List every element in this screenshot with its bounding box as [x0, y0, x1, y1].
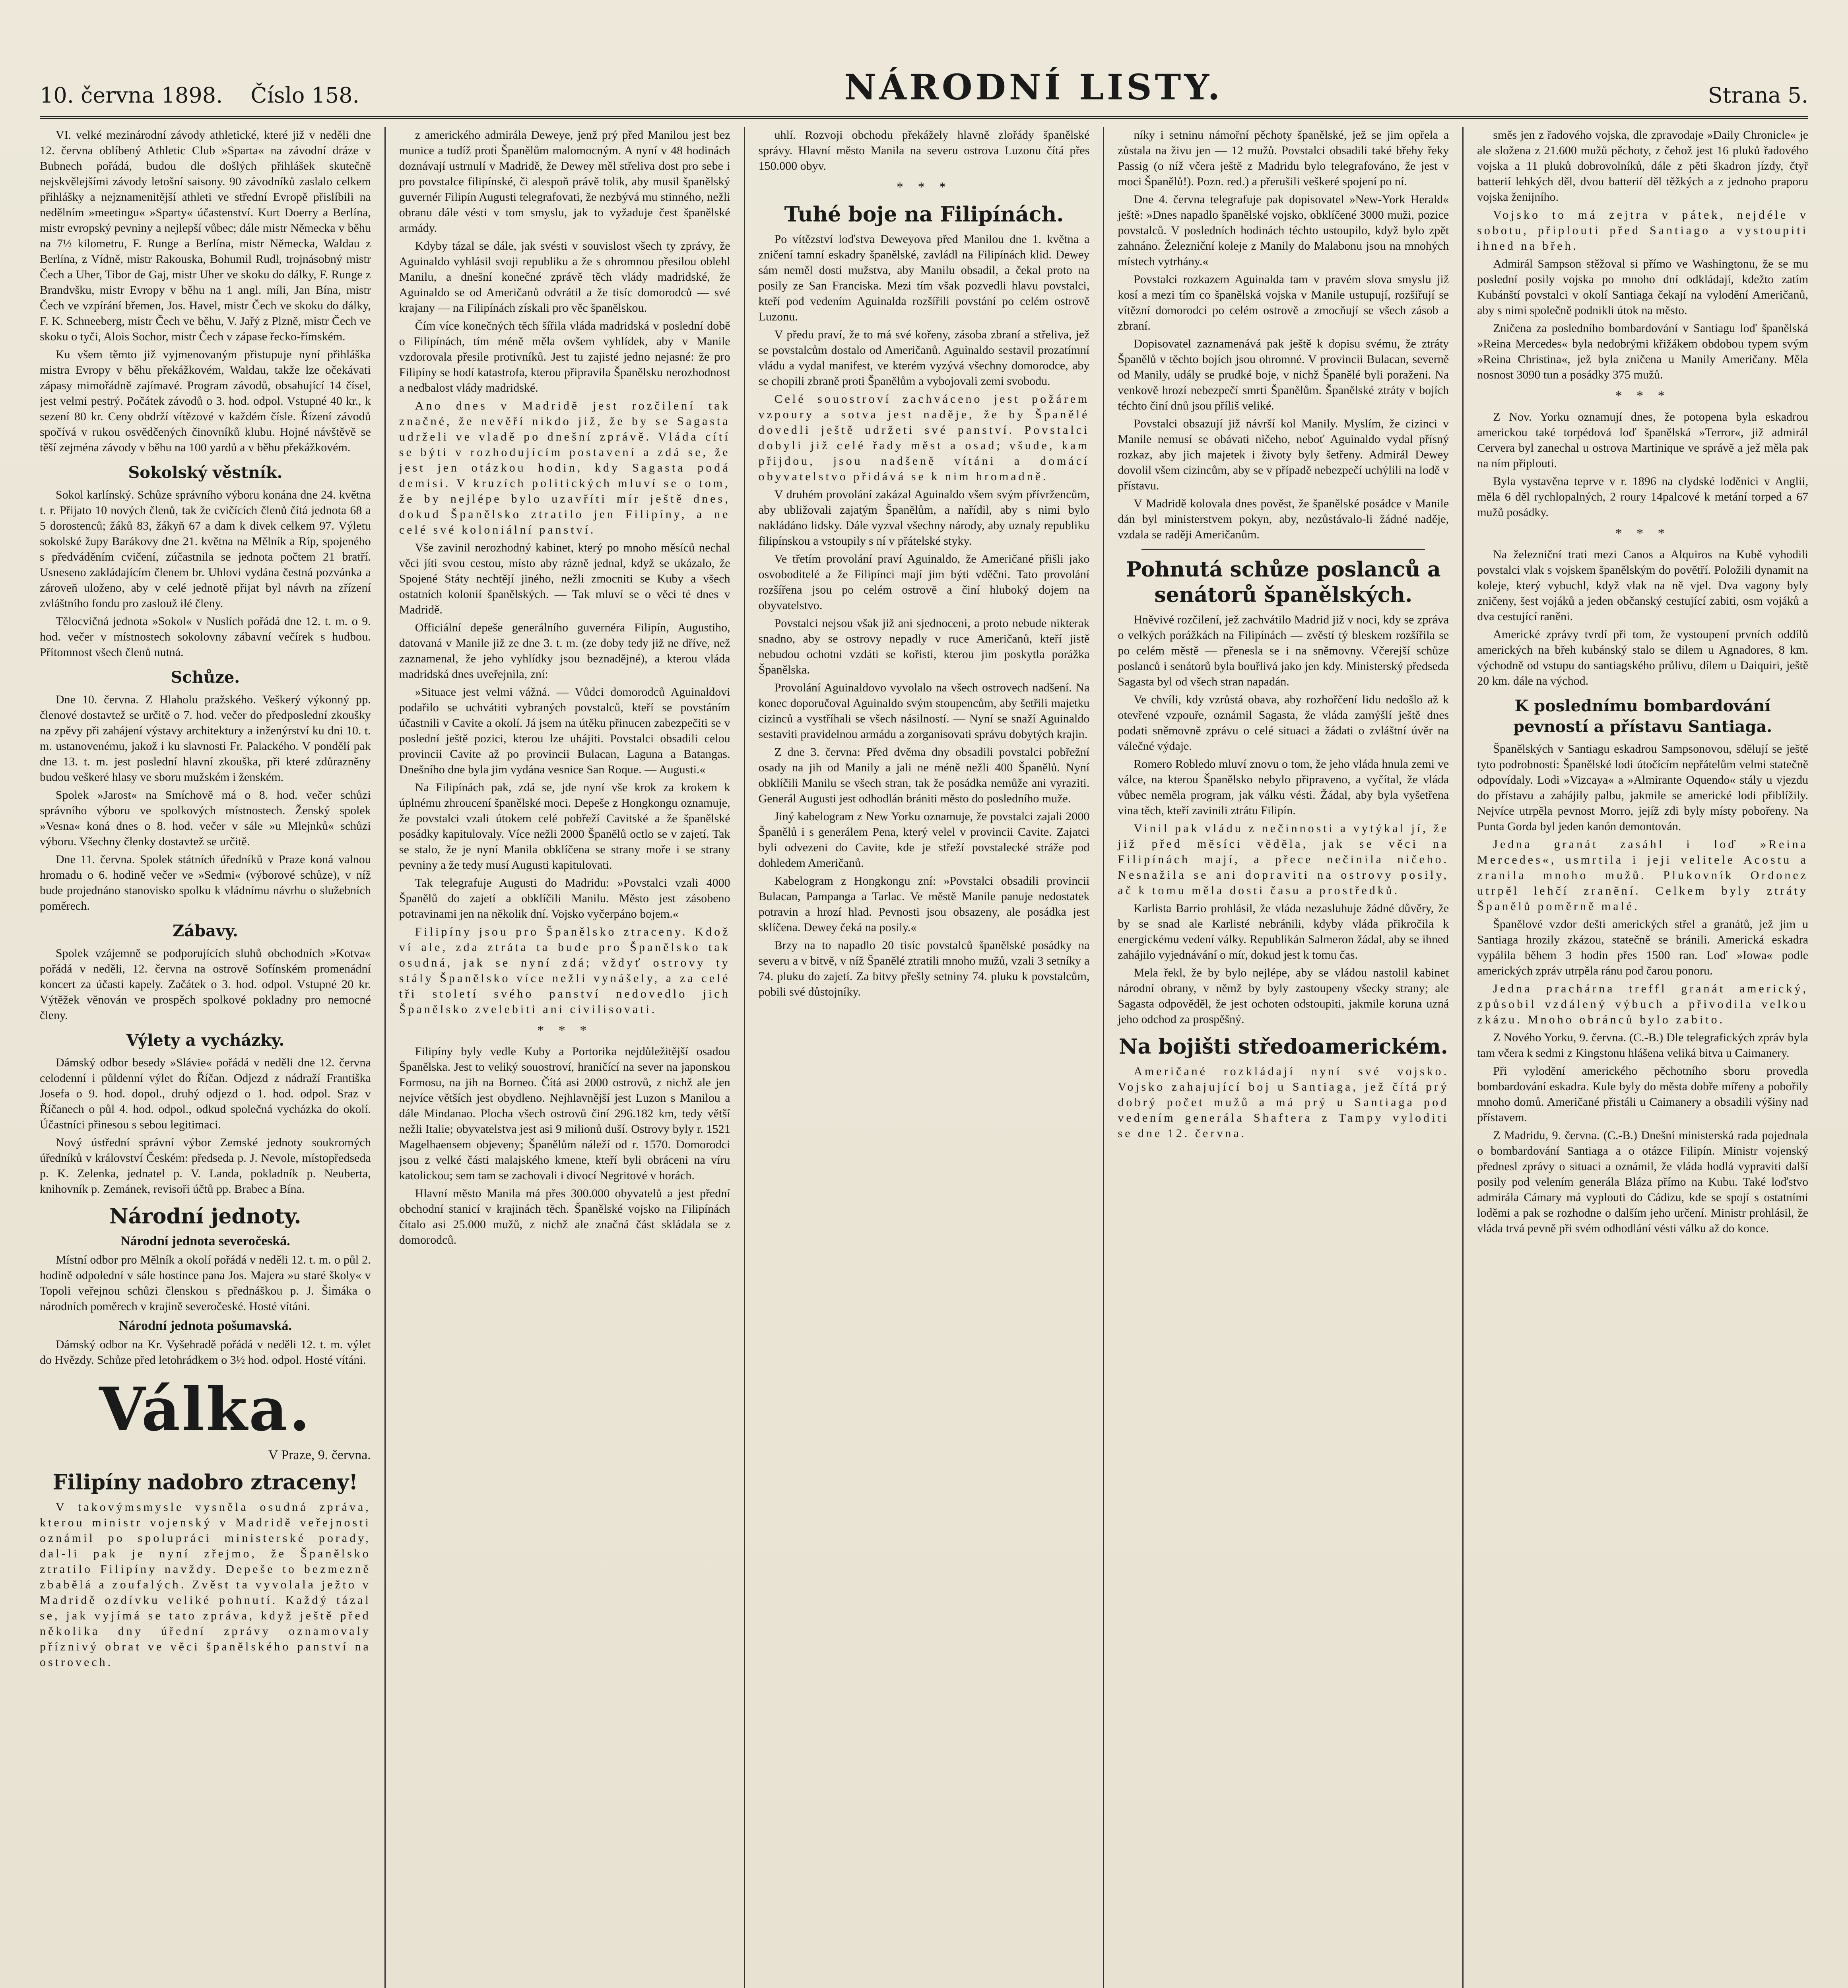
article-paragraph: Kdyby tázal se dále, jak svésti v souvislost všech ty zprávy, že Aguinaldo vyhlásil svoji republiku a že s ohromnou přesilou oblehl Manilu, a dnešní konečné zprávě těch vlády madridské, že Aguinaldo se od Američanů odvrátil a že tisíc domorodců — své krajany — na Filipínách získali pro věc španělskou.: [399, 239, 730, 315]
article-paragraph: Z dne 3. června: Před dvěma dny obsadili povstalci pobřežní osady na jih od Manily a jali ne méně nežli 400 Španělů. Nyní obklíčili Manilu se všech stran, tak že posádka nemůže ani vyraziti. Generál Augusti jest odhodlán brániti město do posledního muže.: [758, 746, 1090, 805]
article-paragraph: Z Nov. Yorku oznamují dnes, že potopena byla eskadrou americkou také torpédová loď španělská »Terror«, již admirál Cervera byl zanechal u ostrova Martinique ve správě a jež měla pak na ním připlouti.: [1477, 410, 1808, 470]
article-paragraph: »Situace jest velmi vážná. — Vůdci domorodců Aguinaldovi podařilo se uchvátiti vybraných povstalců, kteří se povstáním účastnili v Cavite a okolí. Já jsem na útěku přinucen zabezpečiti se v poslední ještě pozici, kterou lze uhájiti. Povstalci obsadili celou provincii Cavite až po provincii Bulacan, Laguna a Batangas. Dnešního dne byla jim vydána vesnice San Roque. — Augusti.«: [399, 685, 730, 776]
separator-stars: * * *: [1615, 526, 1670, 541]
separator-stars: * * *: [896, 180, 951, 194]
columns: [40, 127, 1808, 1988]
article-paragraph: uhlí. Rozvoji obchodu překážely hlavně zlořády španělské správy. Hlavní město Manila na severu ostrova Luzonu čítá přes 150.000 obyv.: [758, 128, 1090, 173]
article-paragraph: Při vylodění amerického pěchotního sboru provedla bombardování eskadra. Kule byly do města dobře mířeny a pobořily mnoho domů. Američané přistáli u Caimanery a obsadili výšiny nad přístavem.: [1477, 1064, 1808, 1124]
article-paragraph: Na Filipínách pak, zdá se, jde nyní vše krok za krokem k úplnému zhroucení španělské moci. Depeše z Hongkongu oznamuje, že povstalci vzali útokem celé pobřeží Cavitské a že španělské posádky kapitulovaly. Více nežli 2000 Španělů octlo se v zajetí. Tak se stalo, že je nyní Manila obklíčena se strany moře i se strany pevniny a že tedy musí Augusti kapitulovati.: [399, 781, 730, 872]
section-heading-zabavy: Zábavy.: [172, 922, 238, 940]
article-paragraph: Španělských v Santiagu eskadrou Sampsonovou, sdělují se ještě tyto podrobnosti: Španělské lodi útočícím nepřátelům velmi statečně odpovídaly. Lodi »Vizcaya« a »Almirante Oquendo« stály u vjezdu do přístavu a zahájily palbu, jakmile se americké lodi přiblížily. Nejvíce utrpěla pevnost Morro, jejíž zdi byly místy pobořeny. Na Punta Gorda byl jeden kanón demontován.: [1477, 742, 1808, 833]
article-paragraph: Čím více konečných těch šířila vláda madridská v poslední době o Filipínách, tím méně měla ovšem vyhlídek, aby v Manile vzdorovala přesile protivníků. Jest tu zajisté jedno nejasné: že pro Filipíny se hodí katastrofa, kterou připravila Španělsku nerozhodnost a nedbalost vlády madridské.: [399, 319, 730, 394]
newspaper-title: NÁRODNÍ LISTY.: [844, 66, 1223, 108]
article-paragraph: Romero Robledo mluví znovu o tom, že jeho vláda hnula zemi ve válce, na kterou Španělsko nebylo připraveno, a vyčítal, že vláda vůbec neměla program, jak válku vésti. Žádal, aby byla vyšetřena vina těch, kteří zavinili ztrátu Filipín.: [1118, 757, 1449, 817]
dateline: V Praze, 9. června.: [268, 1448, 371, 1462]
article-paragraph: V druhém provolání zakázal Aguinaldo všem svým přívržencům, aby ubližovali zajatým Španělům, a nařídil, aby s nimi bylo nakládáno lidsky. Dále vyzval všechny národy, aby uznaly republiku filipínskou a vstoupily s ní v přátelské styky.: [758, 488, 1090, 547]
article-paragraph: Americké zprávy tvrdí při tom, že vystoupení prvních oddílů amerických na břeh kubánský stalo se dilem u Agnadores, 8 km. východně od vstupu do santiagského průlivu, dílem u Daiquiri, ještě 20 km. dále na východ.: [1477, 628, 1808, 687]
article-paragraph: Španělové vzdor dešti amerických střel a granátů, jež jim u Santiaga hrozily zkázou, statečně se bránili. Americká eskadra vypálila během 3 hodin přes 1500 ran. Loď »Iowa« podle amerických zpráv utrpěla ránu pod čarou ponoru.: [1477, 918, 1808, 977]
article-paragraph: Spolek vzájemně se podporujících sluhů obchodních »Kotva« pořádá v neděli, 12. června na ostrově Sofínském promenádní koncert za účasti kapely. Začátek o 3. hod. odpol. Vstupné 20 kr. Výtěžek věnován ve prospěch spolkové pokladny pro nemocné členy.: [40, 947, 371, 1022]
article-paragraph: Hněvivé rozčilení, jež zachvátilo Madrid již v noci, kdy se zpráva o velkých porážkách na Filipínách — zvěstí tý bleskem rozšířila se po celém městě — přenesla se i na sněmovny. Včerejší schůze poslanců i senátorů byla bouřlivá jako jen kdy. Ministerský předseda Sagasta byl od všech stran napadán.: [1118, 613, 1449, 688]
article-paragraph: VI. velké mezinárodní závody athletické, které již v neděli dne 12. června oblíbený Athletic Club »Sparta« na závodní dráze v Bubnech pořádá, budou dle došlých přihlášek skutečně nejskvělejšími závody letošní saisony. 90 závodníků zaslalo celkem přihlášky a nejznamenitější athleti ve střední Evropě přislíbili na nedělním »meetingu« »Sparty« účastenství. Kurt Doerry a Berlína, mistr evropský pevniny a nejlepší vůbec; dále mistr Německa v běhu na 7½ kilometru, F. Runge a Berlína, mistr Německa, Waldau z Berlína, z Vídně, mistr Rakouska, Bohumil Rudl, trojnásobný mistr Čech a Uher, Tibor de Gaj, mistr Uher ve skoku do dálky, F. Runge z Brandvšku, mistr Evropy v běhu na 1 angl. míli, Jan Bína, mistr Čech ve vzpírání břemen, Jos. Havel, mistr Čech ve skoku do dálky, F. K. Schneeberg, mistr Čech ve běhu, V. Jařý z Plzně, mistr Čech ve skoku o tyči, Alois Sochor, mistr Čech v zápase řecko-římském.: [40, 128, 371, 343]
article-paragraph: Brzy na to napadlo 20 tisíc povstalců španělské posádky na severu a v bitvě, v níž Španělé ztratili mnoho mužů, vzali 3 setníky a 74. pluku do zajetí. Za bitvy přešly setniny 74. pluku k povstalcům, pobili své důstojníky.: [758, 939, 1090, 998]
article-paragraph: Kabelogram z Hongkongu zní: »Povstalci obsadili provincii Bulacan, Pampanga a Tarlac. Ve městě Manile panuje nedostatek potravin a hrozí hlad. Pevnosti jsou obsazeny, ale posádka jest sklíčena. Dewey čeká na posily.«: [758, 874, 1090, 934]
article-paragraph: Američané rozkládají nyní své vojsko. Vojsko zahajující boj u Santiaga, jež čítá prý dobrý počet mužů a má prý u Santiaga pod vedením generála Shaftera z Tampy vyloditi se dne 12. června.: [1118, 1065, 1449, 1140]
article-paragraph: níky i setninu námořní pěchoty španělské, jež se jim opřela a zůstala na živu jen — 12 mužů. Povstalci obsadili také břehy řeky Passig (o níž včera ještě z Madridu bylo telegrafováno, že jest v moci Španělů!). Pozn. red.) a přerušili veškeré spojení po ní.: [1118, 128, 1449, 188]
article-paragraph: Po vítězství loďstva Deweyova před Manilou dne 1. května a zničení tamní eskadry španělské, zavládl na Filipínách klid. Dewey sám neměl dosti mužstva, aby Manilu obsadil, a čekal proto na posily ze San Franciska. Mezi tím však pozvedli hlavu povstalci, kteří pod vedením Aguinalda rozšířili povstání po celém ostrově Luzonu.: [758, 233, 1090, 323]
article-paragraph: Dopisovatel zaznamenává pak ještě k dopisu svému, že ztráty Španělů v těchto bojích jsou ohromné. V provincii Bulacan, severně od Manily, udály se prudké boje, v nichž Španělé byli poraženi. Na venkově hrozí nebezpečí smrti Španělům. Španělské ztráty v bojích téchto činí dnů jsou příliš veliké.: [1118, 337, 1449, 412]
separator-stars: * * *: [1615, 388, 1670, 403]
article-paragraph: Vojsko to má zejtra v pátek, nejdéle v sobotu, připlouti před Santiago a vystoupiti ihned na břeh.: [1477, 208, 1808, 252]
article-paragraph: Filipíny byly vedle Kuby a Portorika nejdůležitější osadou Španělska. Jest to veliký souostroví, hraničící na sever na japonskou Formosu, na jih na Borneo. Čítá asi 2000 ostrovů, z nichž ale jen nejvíce větších jest obydleno. Nejhlavnější jest Luzon s Manilou a dále Mindanao. Plocha všech ostrovů činí 296.182 km, tedy větší nežli Italie; obyvatelstva jest asi 9 milionů duší. Ostrovy byly r. 1521 Magelhaensem objeveny; Španělům náleží od r. 1570. Domorodci jsou z velké části malajského kmene, kteří byli obráceni na víru katolickou; sem tam se zachovali i divocí Negritové v horách.: [399, 1045, 730, 1182]
masthead: [40, 60, 1808, 119]
article-paragraph: V Madridě kolovala dnes pověst, že španělské posádce v Manile dán byl ministerstvem pokyn, aby, nezůstávalo-li žádné naděje, vzdala se raději Američanům.: [1118, 497, 1449, 541]
column-4: [1103, 127, 1462, 1988]
article-paragraph: Tělocvičná jednota »Sokol« v Nuslích pořádá dne 12. t. m. o 9. hod. večer v místnostech sokolovny zábavní večírek s hudbou. Přítomnost všech členů nutná.: [40, 615, 371, 659]
article-paragraph: Officiální depeše generálního guvernéra Filipín, Augustiho, datovaná v Manile již ze dne 3. t. m. (ze doby tedy již ne dříve, než zaznamenal, že jeho vyhlídky jsou beznadějné), a kterou vláda madridská dnes uveřejnila, zní:: [399, 621, 730, 681]
article-paragraph: Karlista Barrio prohlásil, že vláda nezasluhuje žádné důvěry, že by se snad ale Karlisté nebránili, kdyby vláda přikročila k energickému vedení války. Republikán Salmeron žádal, aby se ihned zahájilo vyjednávání o mír, dokud jest k tomu čas.: [1118, 902, 1449, 961]
separator-stars: * * *: [537, 1023, 592, 1038]
article-paragraph: Dne 4. června telegrafuje pak dopisovatel »New-York Herald« ještě: »Dnes napadlo španělské vojsko, obklíčené 3000 muži, pozice povstalců. V posledních hodinách téchto ustoupilo, když bylo zpět zahnáno. Železniční koleje z Manily do Malabonu jsou na mnohých místech vytrhány.«: [1118, 193, 1449, 268]
article-paragraph: Jedna prachárna treffl granát americký, způsobil vzdálený výbuch a přivodila velkou zkázu. Mnoho obránců bylo zabito.: [1477, 982, 1808, 1026]
column-1: [40, 127, 384, 1988]
article-paragraph: V takovýmsmysle vysněla osudná zpráva, kterou ministr vojenský v Madridě veřejnosti oznámil po spolupráci ministerské porady, dal-li pak je nyní zřejmo, že Španělsko ztratilo Filipíny navždy. Depeše to bezmezně zbabělá a zoufalých. Zvěst ta vyvolala ježto v Madridě ozdívku veliké pohnutí. Každý tázal se, jak vyjímá se tato zpráva, když ještě před několika dny úřední zprávy oznamovaly příznivý obrat ve věci španělského panství na ostrovech.: [40, 1501, 371, 1669]
article-paragraph: Jedna granát zasáhl i loď »Reina Mercedes«, usmrtila i jeji velitele Acostu a zranila mnoho mužů. Plukovník Ordonez utrpěl lehčí zranění. Celkem byly ztráty Španělů poměrně malé.: [1477, 838, 1808, 913]
article-paragraph: Ano dnes v Madridě jest rozčilení tak značné, že nevěří nikdo již, že by se Sagasta udrželi ve vladě po dnešní zprávě. Vláda cítí se býti v rozhodujícím postavení a zdá se, že jest jen otázkou hodin, kdy Sagasta podá demisi. V kruzích politických mluví se o tom, že by nejlépe bylo uzavříti mír ještě dnes, dokud Španělsko ztratilo jen Filipíny, a ne celé své koloniální panství.: [399, 399, 730, 536]
article-paragraph: V předu praví, že to má své kořeny, zásoba zbraní a střeliva, jež se povstalcům dostalo od Američanů. Aguinaldo sestavil prozatímní vládu a vydal manifest, ve kterém vyzývá všechny domorodce, aby se chopili zbraně proti Španělům a vybojovali zemi svobodu.: [758, 328, 1090, 388]
article-paragraph: Zničena za posledního bombardování v Santiagu loď španělská »Reina Mercedes« byla nedobrými křižákem obdobou typem svým »Reina Christina«, jež byla zničena u Manily Američany. Měla nosnost 3090 tun a posádky 375 mužů.: [1477, 322, 1808, 381]
column-3: [744, 127, 1103, 1988]
column-2: [384, 127, 744, 1988]
article-paragraph: Mela řekl, že by bylo nejlépe, aby se vládou nastolil kabinet národní obrany, v němž by byly zastoupeny všecky strany; ale Sagasta odpověděl, že jest ochoten odstoupiti, jakmile koruna uzná jeho odchod za prospěšný.: [1118, 966, 1449, 1026]
section-heading-sokol: Sokolský věstník.: [128, 463, 283, 482]
article-paragraph: Povstalci obsazují již návrší kol Manily. Myslím, že cizinci v Manile nemusí se obávati ničeho, neboť Aguinaldo vydal přísný rozkaz, aby jich majetek i životy byly šetřeny. Admirál Dewey dovolil všem cizincům, aby se v případě nebezpečí uchýlili na lodě v přístavu.: [1118, 417, 1449, 492]
subheading-posumavska: Národní jednota pošumavská.: [118, 1318, 292, 1333]
headline-filipiny: Filipíny nadobro ztraceny!: [52, 1470, 358, 1495]
page-number: Strana 5.: [1708, 83, 1808, 108]
section-heading-schuze: Schůze.: [171, 668, 240, 687]
article-paragraph: Dne 11. června. Spolek státních úředníků v Praze koná valnou hromadu o 6. hodině večer ve »Sedmi« (výborové schůze), v níž bude projednáno stanovisko spolku k vládnímu návrhu o služebních poměrech.: [40, 853, 371, 912]
article-paragraph: Spolek »Jarost« na Smíchově má o 8. hod. večer schůzi správního výboru ve spolkových místnostech. Ženský spolek »Vesna« koná dnes o 8. hod. večer v sále »u Mlejnků« schůzi výboru. Všechny členky dostavtež se určitě.: [40, 788, 371, 848]
column-5: [1462, 127, 1808, 1988]
article-paragraph: Na železniční trati mezi Canos a Alquiros na Kubě vyhodili povstalci vlak s vojskem španělským do povětří. Položili dynamit na koleje, který vybuchl, když vlak na ně vjel. Dva vagony byly zničeny, šest vojáků a jeden občanský cestující zabiti, osm vojáků a dva cestující raněni.: [1477, 548, 1808, 623]
issue-number: Číslo 158.: [250, 83, 359, 108]
masthead-meta: [40, 83, 359, 108]
headline-tuhe-boje: Tuhé boje na Filipínách.: [784, 202, 1064, 227]
section-heading-valka: Válka.: [99, 1375, 312, 1444]
article-paragraph: Filipíny jsou pro Španělsko ztraceny. Kdož ví ale, zda ztráta ta bude pro Španělsko tak osudná, jak se nyní zdá; vždyť ostrovy ty stály Španělsko více nežli vynášely, a za celé tři století svého panství nedovedlo jich Španělsko zvelebiti ani civilisovati.: [399, 925, 730, 1016]
article-paragraph: Povstalci rozkazem Aguinalda tam v pravém slova smyslu již kosí a mezi tím co španělská vojska v Manile ustupují, rozšiřují se vítězní domorodci po celém ostrově a zmocňují se všech zásob a zbraní.: [1118, 273, 1449, 332]
article-paragraph: Z Nového Yorku, 9. června. (C.-B.) Dle telegrafických zpráv byla tam včera k sedmi z Kingstonu hlášena veliká bitva u Caimanery.: [1477, 1031, 1808, 1060]
issue-date: 10. června 1898.: [40, 83, 223, 108]
article-paragraph: Jiný kabelogram z New Yorku oznamuje, že povstalci zajali 2000 Španělů i s generálem Pena, který velel v provincii Cavite. Zajatci byli odvezeni do Cavite, kde je střeží povstalecké stráže pod dohledem Američanů.: [758, 810, 1090, 870]
article-paragraph: Provolání Aguinaldovo vyvolalo na všech ostrovech nadšení. Na konec doporučoval Aguinaldo svým stoupencům, aby šetřili majetku cizinců a vystříhali se všech násilností. — Nyní se snaží Aguinaldo sestaviti pravidelnou armádu a zorganisovati správu dobytých krajin.: [758, 681, 1090, 741]
section-heading-jednoty: Národní jednoty.: [109, 1204, 301, 1229]
article-paragraph: Vinil pak vládu z nečinnosti a vytýkal jí, že již před měsíci věděla, jak se věci na Filipínách mají, a přece nečinila ničeho. Nesnažila se ani dopraviti na ostrovy posily, ač k tomu měla dosti času a prostředků.: [1118, 822, 1449, 897]
article-paragraph: Hlavní město Manila má přes 300.000 obyvatelů a jest přední obchodní stanicí v krajinách těch. Španělské vojsko na Filipínách čítalo asi 25.000 mužů, z nichž ale značná část skládala se z domorodců.: [399, 1187, 730, 1246]
section-heading-vylety: Výlety a vycházky.: [126, 1031, 285, 1050]
article-paragraph: Ku všem těmto již vyjmenovaným přistupuje nyní přihláška mistra Evropy v běhu překážkovém, Waldau, takže lze očekávati zápasy mimořádně zajímavé. Program závodů, obsahující 14 čísel, jest velmi pestrý. Počátek závodů o 3. hod. odpol. Vstupné 40 kr., k sezení 80 kr. Ceny obdrží vítězové v každém čísle. Řízení závodů spočívá v rukou osvědčených činovníků klubu. Hojné návštěvě se těší zejména závody v běhu na 100 yardů a v běhu překážkovém.: [40, 348, 371, 454]
article-paragraph: Celé souostroví zachváceno jest požárem vzpoury a sotva jest naděje, že by Španělé dovedli ještě udržeti své panství. Povstalci dobyli již celé řady měst a osad; všude, kam přijdou, jsou nadšeně vítáni a domácí obyvatelstvo přidává se k nim hromadně.: [758, 392, 1090, 483]
article-paragraph: Tak telegrafuje Augusti do Madridu: »Povstalci vzali 4000 Španělů do zajetí a obklíčili Manilu. Město jest zásobeno potravinami jen na několik dní. Vojsko vyčerpáno bojem.«: [399, 876, 730, 920]
divider: [1141, 549, 1425, 550]
article-paragraph: Z Madridu, 9. června. (C.-B.) Dnešní ministerská rada pojednala o bombardování Santiaga a o otázce Filipín. Ministr vojenský přednesl zprávy o situaci a oznámil, že vláda hodlá vypraviti další posily pod velením generála Bláza přímo na Kubu. Také loďstvo admirála Cámary má vyplouti do Cádizu, kde se spojí s ostatními loděmi a pak se rozhodne o dalším jeho určení. Ministr prohlásil, že vláda trvá pevně při svém odhodlání vésti válku až do konce.: [1477, 1129, 1808, 1235]
article-paragraph: Nový ústřední správní výbor Zemské jednoty soukromých úředníků v království Českém: předseda p. J. Nevole, místopředseda p. K. Zelenka, jednatel p. V. Landa, pokladník p. Neuberta, knihovník p. Zemánek, revisoři účtů pp. Brabec a Bína.: [40, 1136, 371, 1196]
article-paragraph: Dámský odbor besedy »Slávie« pořádá v neděli dne 12. června celodenní i půldenní výlet do Říčan. Odjezd z nádraží Františka Josefa o 9. hod. dopol., druhý odjezd o 1. hod. odpol. Sraz v Říčanech o půl 4. hod. odpol., odkud společná vycházka do okolí. Účastníci přinesou s sebou legitimaci.: [40, 1056, 371, 1131]
article-paragraph: Povstalci nejsou však již ani sjednoceni, a proto nebude nikterak snadno, aby se ostrovy nepadly v ruce Američanů, kteří jistě nebudou ochotni vzdáti se kořisti, kterou jim poskytla porážka Španělska.: [758, 617, 1090, 676]
article-paragraph: Dne 10. června. Z Hlaholu pražského. Veškerý výkonný pp. členové dostavtež se určitě o 7. hod. večer do předposlední zkoušky na zpěvy při zahájení výstavy architektury a inženýrství ku dni 10. t. m. ustanovenému, jakož i ku slavnosti Fr. Palackého. V pondělí pak dne 13. t. m. jest poslední hlavní zkouška, při které zdůrazněny budou veškeré hlasy ve sboru mužském i ženském.: [40, 693, 371, 784]
article-paragraph: z amerického admirála Deweye, jenž prý před Manilou jest bez munice a tudíž proti Španělům malomocným. A nyní v 48 hodinách doznávají ustrnulí v Madridě, že Dewey měl střeliva dost pro sebe i pro povstalce filipínské, či alespoň právě tolik, aby musil španělský guvernér Filipín Augusti telegrafovati, že nezbývá mu stinného, nežli obranu dále vésti v tom smyslu, jak to vyžaduje čest španělské armády.: [399, 128, 730, 235]
article-paragraph: Ve chvíli, kdy vzrůstá obava, aby rozhořčení lidu nedošlo až k otevřené vzpouře, oznámil Sagasta, že vláda zamýšlí ještě dnes podati sněmovně zprávu o celé situaci a žádati o zvláštní úvěr na válečné výdaje.: [1118, 693, 1449, 753]
article-paragraph: Sokol karlínský. Schůze správního výboru konána dne 24. května t. r. Přijato 10 nových členů, tak že cvičících členů čítá jednota 68 a 5 dorostenců; žáků 83, žákyň 67 a dam k divek celkem 97. Výletu sokolské župy Barákovy dne 21. května na Mělník a Ríp, spojeného s předváděním cvičení, zúčastnila se jednota počtem 21 bratří. Usneseno zakládajícím členem br. Uhlovi vydána čestná pozvánka a zároveň uloženo, aby v celé jednotě přijat byl návrh na zřízení zvláštního fondu pro zaslouž ilé členy.: [40, 488, 371, 610]
article-paragraph: směs jen z řadového vojska, dle zpravodaje »Daily Chronicle« je ale složena z 21.600 mužů pěchoty, z čehož jest 16 pluků řadového vojska a 11 pluků dobrovolníků, dále z pěti škadron jízdy, čtyř batterií lehkých děl, dvou batterií děl těžkých a z jednoho praporu vojska ženijního.: [1477, 128, 1808, 204]
subheading-severoceska: Národní jednota severočeská.: [120, 1234, 290, 1248]
article-paragraph: Dámský odbor na Kr. Vyšehradě pořádá v neděli 12. t. m. výlet do Hvězdy. Schůze před letohrádkem o 3½ hod. odpol. Hosté vítáni.: [40, 1338, 371, 1367]
headline-schuze-poslancu: Pohnutá schůze poslanců a senátorů španělských.: [1126, 557, 1441, 607]
article-paragraph: Vše zavinil nerozhodný kabinet, který po mnoho měsíců nechal věci jíti svou cestou, místo aby rázně jednal, když se ukázalo, že Spojené Státy nechtějí jiného, nežli zmocniti se Kuby a všech ostatních kolonií španělských. — Tak mluví se o věci té dnes v Madridě.: [399, 541, 730, 616]
headline-bombardovani: K poslednímu bombardování pevností a přístavu Santiaga.: [1513, 697, 1772, 736]
article-paragraph: Místní odbor pro Mělník a okolí pořádá v neděli 12. t. m. o půl 2. hodině odpolední v sále hostince pana Jos. Majera »u staré školy« v Topoli veřejnou schůzi členskou s přednáškou p. J. Šimáka o národních poměrech v krajině severočeské. Hosté vítáni.: [40, 1253, 371, 1313]
article-paragraph: Ve třetím provolání praví Aguinaldo, že Američané přišli jako osvoboditelé a že Filipínci mají jim býti vděčni. Tato provolání rozšířena jsou po celém ostrově a činí hluboký dojem na obyvatelstvo.: [758, 552, 1090, 612]
article-paragraph: Byla vystavěna teprve v r. 1896 na clydské loděnici v Anglii, měla 6 děl rychlopalných, 2 roury 14palcové k metání torped a 67 mužů posádky.: [1477, 475, 1808, 519]
headline-bojiste: Na bojišti středoamerickém.: [1118, 1035, 1448, 1059]
article-paragraph: Admirál Sampson stěžoval si přímo ve Washingtonu, že se mu poslední posily vojska po mnoho dní odkládají, kdežto zatím Kubánští povstalci v okolí Santiaga čekají na vylodění Američanů, aby s nimi společně podnikli útok na město.: [1477, 257, 1808, 317]
